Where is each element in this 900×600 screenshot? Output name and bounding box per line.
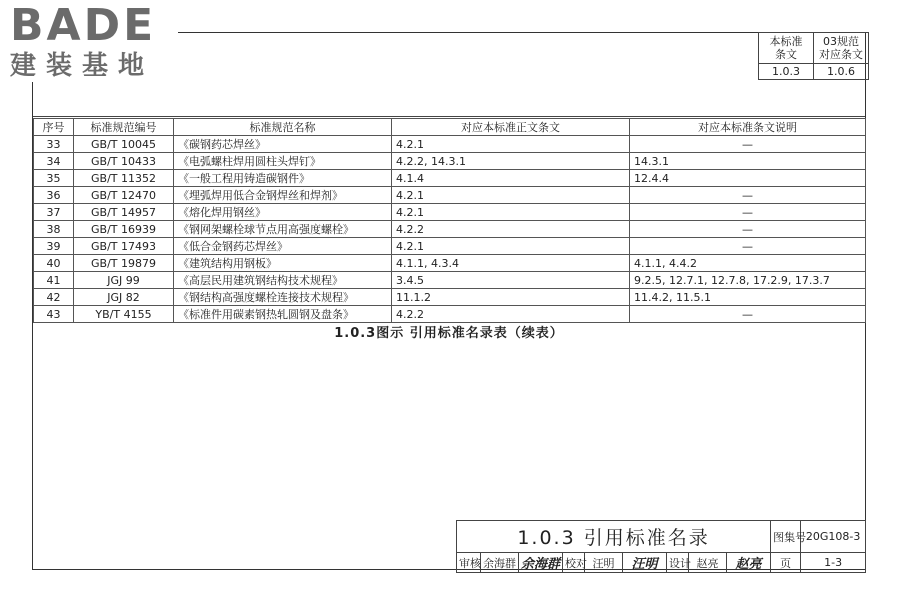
reviewer-signature: 余海群	[519, 553, 563, 573]
table-row	[34, 170, 866, 187]
figure-caption: 1.0.3图示 引用标准名录表（续表）	[334, 326, 564, 341]
table-row	[34, 272, 866, 289]
corner-header-right-line1: 03规范	[823, 35, 859, 48]
cell-seq: 35	[34, 170, 74, 187]
cell-commentary-clause: 14.3.1	[630, 153, 866, 170]
drawing-title: 1.0.3 引用标准名录	[457, 521, 771, 553]
table-row	[34, 136, 866, 153]
cell-main-clause: 4.2.2	[392, 221, 630, 238]
col-header-name: 标准规范名称	[174, 119, 392, 136]
table-header-row	[34, 119, 866, 136]
check-label: 校对	[563, 553, 585, 573]
cell-main-clause: 3.4.5	[392, 272, 630, 289]
checker-signature: 汪明	[623, 553, 667, 573]
corner-header-right	[814, 33, 869, 64]
cell-commentary-clause: 11.4.2, 11.5.1	[630, 289, 866, 306]
cell-seq: 42	[34, 289, 74, 306]
designer-name: 赵亮	[689, 553, 727, 573]
cell-code: JGJ 99	[74, 272, 174, 289]
table-row	[34, 187, 866, 204]
title-block	[456, 520, 866, 573]
cell-name: 《电弧螺柱焊用圆柱头焊钉》	[174, 153, 392, 170]
cell-code: GB/T 10433	[74, 153, 174, 170]
page-label: 页	[771, 553, 801, 573]
cell-main-clause: 11.1.2	[392, 289, 630, 306]
cell-code: GB/T 12470	[74, 187, 174, 204]
page-number: 1-3	[801, 553, 866, 573]
cell-seq: 34	[34, 153, 74, 170]
corner-value-right: 1.0.6	[814, 64, 869, 80]
cell-commentary-clause: —	[630, 306, 866, 323]
cell-name: 《一般工程用铸造碳钢件》	[174, 170, 392, 187]
cell-main-clause: 4.2.1	[392, 136, 630, 153]
cell-main-clause: 4.2.2, 14.3.1	[392, 153, 630, 170]
col-header-commentary-clause: 对应本标准条文说明	[630, 119, 866, 136]
cell-main-clause: 4.2.2	[392, 306, 630, 323]
cell-main-clause: 4.1.1, 4.3.4	[392, 255, 630, 272]
clause-reference-box	[758, 32, 869, 80]
cell-seq: 33	[34, 136, 74, 153]
cell-commentary-clause: —	[630, 238, 866, 255]
col-header-main-clause: 对应本标准正文条文	[392, 119, 630, 136]
cell-name: 《碳钢药芯焊丝》	[174, 136, 392, 153]
cell-commentary-clause: —	[630, 136, 866, 153]
cell-commentary-clause: —	[630, 204, 866, 221]
table-row	[34, 306, 866, 323]
cell-seq: 41	[34, 272, 74, 289]
company-logo	[8, 0, 178, 82]
corner-header-left	[759, 33, 814, 64]
cell-name: 《低合金钢药芯焊丝》	[174, 238, 392, 255]
cell-commentary-clause: 9.2.5, 12.7.1, 12.7.8, 17.2.9, 17.3.7	[630, 272, 866, 289]
table-row	[34, 153, 866, 170]
corner-header-left-line1: 本标准	[769, 35, 803, 48]
cell-code: GB/T 17493	[74, 238, 174, 255]
table-row	[34, 221, 866, 238]
logo-chinese-text: 建装基地	[10, 51, 155, 81]
cell-main-clause: 4.2.1	[392, 187, 630, 204]
cell-commentary-clause: 4.1.1, 4.4.2	[630, 255, 866, 272]
cell-main-clause: 4.2.1	[392, 204, 630, 221]
cell-code: GB/T 16939	[74, 221, 174, 238]
cell-seq: 39	[34, 238, 74, 255]
cell-name: 《钢结构高强度螺栓连接技术规程》	[174, 289, 392, 306]
cell-name: 《钢网架螺栓球节点用高强度螺栓》	[174, 221, 392, 238]
cell-seq: 36	[34, 187, 74, 204]
cell-name: 《标准件用碳素钢热轧圆钢及盘条》	[174, 306, 392, 323]
cell-code: JGJ 82	[74, 289, 174, 306]
cell-seq: 43	[34, 306, 74, 323]
table-row	[34, 238, 866, 255]
cell-seq: 38	[34, 221, 74, 238]
cell-name: 《建筑结构用钢板》	[174, 255, 392, 272]
atlas-number-label: 图集号	[771, 521, 801, 553]
table-row	[34, 204, 866, 221]
col-header-code: 标准规范编号	[74, 119, 174, 136]
corner-header-left-line2: 条文	[775, 48, 797, 61]
cell-code: YB/T 4155	[74, 306, 174, 323]
atlas-number: 20G108-3	[801, 521, 866, 553]
checker-name: 汪明	[585, 553, 623, 573]
cell-seq: 37	[34, 204, 74, 221]
cell-name: 《高层民用建筑钢结构技术规程》	[174, 272, 392, 289]
cell-code: GB/T 14957	[74, 204, 174, 221]
cell-name: 《埋弧焊用低合金钢焊丝和焊剂》	[174, 187, 392, 204]
cell-name: 《熔化焊用钢丝》	[174, 204, 392, 221]
cell-code: GB/T 11352	[74, 170, 174, 187]
cell-code: GB/T 10045	[74, 136, 174, 153]
designer-signature: 赵亮	[727, 553, 771, 573]
cell-main-clause: 4.1.4	[392, 170, 630, 187]
cell-seq: 40	[34, 255, 74, 272]
cell-commentary-clause: —	[630, 221, 866, 238]
design-label: 设计	[667, 553, 689, 573]
cell-code: GB/T 19879	[74, 255, 174, 272]
logo-latin-text: BADE	[10, 0, 157, 51]
cell-commentary-clause: 12.4.4	[630, 170, 866, 187]
review-label: 审核	[457, 553, 481, 573]
cell-commentary-clause: —	[630, 187, 866, 204]
cell-main-clause: 4.2.1	[392, 238, 630, 255]
table-row	[34, 289, 866, 306]
reviewer-name: 余海群	[481, 553, 519, 573]
reference-standards-table	[33, 118, 866, 323]
table-row	[34, 255, 866, 272]
header-divider-line	[33, 116, 865, 117]
corner-header-right-line2: 对应条文	[819, 48, 863, 61]
col-header-seq: 序号	[34, 119, 74, 136]
corner-value-left: 1.0.3	[759, 64, 814, 80]
